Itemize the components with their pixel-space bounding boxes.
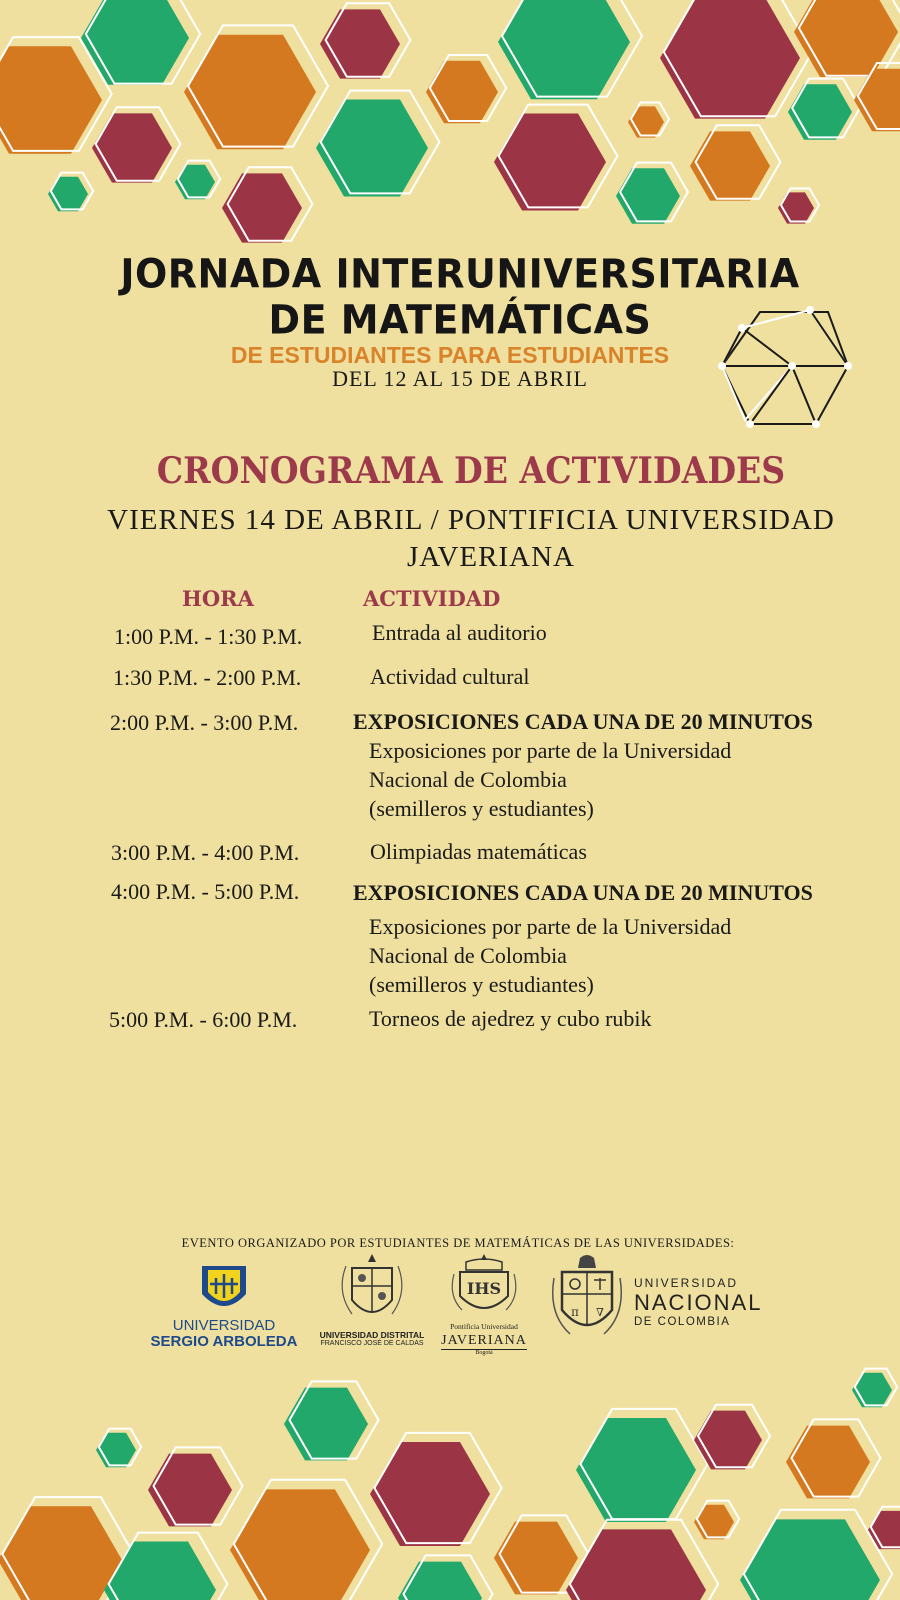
logo-universidad-nacional [550, 1254, 770, 1350]
nacional-line-1: UNIVERSIDAD [634, 1276, 739, 1290]
row-5-detail-3: (semilleros y estudiantes) [369, 972, 594, 997]
logo-javeriana [441, 1252, 527, 1356]
distrital-line-2: FRANCISCO JOSÉ DE CALDAS [320, 1340, 424, 1347]
hexagon-shape [788, 84, 852, 139]
row-5-detail-2: Nacional de Colombia [369, 943, 567, 968]
distrital-line-1: UNIVERSIDAD DISTRITAL [319, 1330, 425, 1340]
hexagon-shape [494, 114, 606, 211]
distrital-shield-icon [322, 1252, 422, 1328]
svg-text:∇: ∇ [596, 1306, 604, 1319]
row-5-activity: EXPOSICIONES CADA UNA DE 20 MINUTOS [353, 880, 813, 905]
row-3-time: 2:00 P.M. - 3:00 P.M. [110, 710, 299, 735]
row-3-detail-3: (semilleros y estudiantes) [369, 796, 594, 821]
nacional-coat-of-arms-icon [550, 1254, 624, 1346]
hexagon-shape [320, 9, 400, 78]
hexagon-shape [494, 1522, 578, 1595]
hexagon-shape [740, 1519, 880, 1600]
hexagon-shape [316, 100, 428, 197]
logo-universidad-distrital [319, 1252, 425, 1356]
row-4-activity: Olimpiadas matemáticas [370, 839, 587, 864]
hexagon-shape [104, 1542, 216, 1600]
sergio-arboleda-emblem-icon [148, 1264, 300, 1318]
row-4-time: 3:00 P.M. - 4:00 P.M. [111, 840, 300, 865]
hexagon-shape [148, 1454, 232, 1527]
hexagon-shape [222, 173, 302, 242]
row-6-time: 5:00 P.M. - 6:00 P.M. [109, 1007, 298, 1032]
hexagon-shape [284, 1388, 368, 1461]
row-3-detail-1: Exposiciones por parte de la Universidad [369, 738, 732, 763]
row-3-activity: EXPOSICIONES CADA UNA DE 20 MINUTOS [353, 709, 813, 734]
day-line-2: JAVERIANA [407, 541, 575, 573]
javeriana-crest-icon [446, 1252, 522, 1322]
tagline: DE ESTUDIANTES PARA ESTUDIANTES [230, 342, 670, 368]
javeriana-line-1: Pontificia Universidad [450, 1322, 518, 1331]
hexagon-shape [230, 1489, 370, 1600]
row-6-activity: Torneos de ajedrez y cubo rubik [369, 1006, 652, 1031]
hexagon-shape [96, 1433, 136, 1468]
column-header-activity: ACTIVIDAD [363, 586, 501, 611]
hexagon-shape [794, 0, 898, 77]
day-line-1: VIERNES 14 DE ABRIL / PONTIFICIA UNIVERSIDAD [107, 504, 835, 536]
hexagon-shape [660, 0, 800, 119]
hexagon-shape [616, 168, 680, 223]
javeriana-line-2: JAVERIANA [441, 1333, 527, 1348]
title-line-1: JORNADA INTERUNIVERSITARIA [120, 250, 800, 298]
hexagon-shape [48, 177, 88, 212]
hexagon-shape [690, 131, 770, 200]
hexagon-shape [786, 1426, 870, 1499]
hexagon-shape [498, 0, 630, 99]
hexagon-shape [852, 1373, 892, 1408]
hexagon-shape [184, 35, 316, 149]
title-line-2: DE MATEMÁTICAS [268, 296, 652, 344]
row-5-detail-1: Exposiciones por parte de la Universidad [369, 914, 732, 939]
nacional-line-3: DE COLOMBIA [634, 1316, 731, 1328]
organizers-note: EVENTO ORGANIZADO POR ESTUDIANTES DE MATEMÁTICAS DE LAS UNIVERSIDADES: [181, 1236, 735, 1250]
hexagon-shape [694, 1411, 762, 1470]
javeriana-line-3: Bogotá [475, 1350, 493, 1356]
row-1-time: 1:00 P.M. - 1:30 P.M. [114, 624, 303, 649]
column-header-time: HORA [182, 586, 254, 611]
row-5-time: 4:00 P.M. - 5:00 P.M. [111, 879, 300, 904]
row-2-time: 1:30 P.M. - 2:00 P.M. [113, 665, 302, 690]
hexagon-shape [0, 1506, 122, 1600]
schedule-day-venue [80, 502, 862, 576]
hexagon-shape [175, 165, 215, 200]
hexagon-shape [370, 1442, 490, 1546]
event-dates: DEL 12 AL 15 DE ABRIL [332, 366, 588, 391]
sergio-line-1: UNIVERSIDAD [172, 1317, 276, 1334]
hexagon-shape [694, 1505, 734, 1540]
svg-text:IHS: IHS [466, 1279, 502, 1298]
row-2-activity: Actividad cultural [370, 664, 530, 689]
row-3-detail-2: Nacional de Colombia [369, 767, 567, 792]
logo-sergio-arboleda [148, 1264, 300, 1354]
sergio-line-2: SERGIO ARBOLEDA [150, 1333, 298, 1350]
hexagon-shape [566, 1529, 706, 1600]
row-1-activity: Entrada al auditorio [372, 620, 547, 645]
hexagon-shape [576, 1418, 696, 1522]
svg-text:π: π [571, 1305, 579, 1319]
schedule-heading: CRONOGRAMA DE ACTIVIDADES [156, 450, 786, 492]
hexagon-shape [426, 61, 498, 123]
nacional-line-2: NACIONAL [634, 1290, 763, 1315]
hexagon-shape [92, 113, 172, 182]
